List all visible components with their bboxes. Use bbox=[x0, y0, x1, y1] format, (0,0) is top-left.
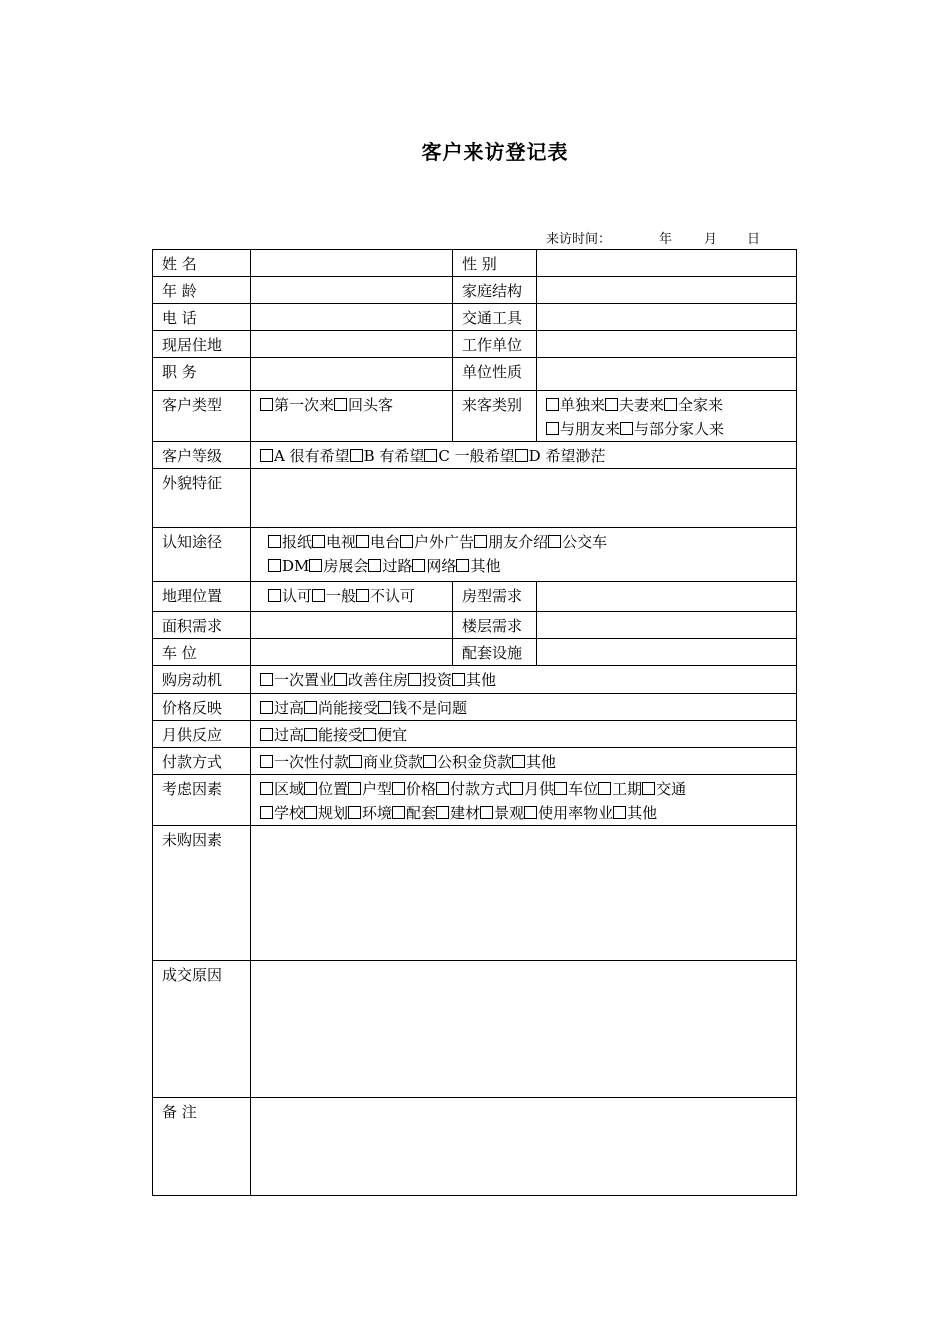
parking-field[interactable] bbox=[251, 639, 453, 666]
checkbox-icon[interactable] bbox=[392, 806, 405, 819]
option-label: 位置 bbox=[318, 780, 349, 798]
option-label: 景观 bbox=[494, 804, 525, 822]
age-label: 年 龄 bbox=[153, 277, 251, 304]
checkbox-icon[interactable] bbox=[260, 782, 273, 795]
gender-field[interactable] bbox=[537, 250, 797, 277]
layout-need-label: 房型需求 bbox=[453, 582, 537, 612]
remarks-label: 备 注 bbox=[153, 1098, 251, 1196]
option-label: D 希望渺茫 bbox=[528, 447, 606, 465]
option-label: 单独来 bbox=[560, 396, 606, 414]
employer-type-label: 单位性质 bbox=[453, 358, 537, 391]
position-label: 职 务 bbox=[153, 358, 251, 391]
option-label: 学校 bbox=[274, 804, 305, 822]
checkbox-icon[interactable] bbox=[260, 449, 273, 462]
checkbox-icon[interactable] bbox=[524, 806, 537, 819]
awareness-line-1 bbox=[268, 530, 787, 554]
factors-line-1 bbox=[260, 777, 787, 801]
checkbox-icon[interactable] bbox=[412, 559, 425, 572]
employer-label: 工作单位 bbox=[453, 331, 537, 358]
option-label: 改善住房 bbox=[348, 671, 409, 689]
option-label: 投资 bbox=[422, 671, 453, 689]
option-label: 夫妻来 bbox=[619, 396, 665, 414]
checkbox-icon[interactable] bbox=[378, 701, 391, 714]
transport-label: 交通工具 bbox=[453, 304, 537, 331]
awareness-label: 认知途径 bbox=[153, 528, 251, 582]
visit-date-label: 来访时间： bbox=[546, 232, 612, 247]
checkbox-icon[interactable] bbox=[456, 559, 469, 572]
checkbox-icon[interactable] bbox=[452, 673, 465, 686]
visitor-category-label: 来客类别 bbox=[453, 391, 537, 442]
option-label: 户型 bbox=[362, 780, 393, 798]
parking-label: 车 位 bbox=[153, 639, 251, 666]
checkbox-icon[interactable] bbox=[474, 535, 487, 548]
factors-label: 考虑因素 bbox=[153, 775, 251, 826]
checkbox-icon[interactable] bbox=[350, 449, 363, 462]
checkbox-icon[interactable] bbox=[436, 782, 449, 795]
checkbox-icon[interactable] bbox=[260, 728, 273, 741]
visit-date bbox=[546, 228, 760, 247]
appearance-label: 外貌特征 bbox=[153, 469, 251, 528]
age-field[interactable] bbox=[251, 277, 453, 304]
motive-options[interactable] bbox=[251, 666, 797, 694]
visitor-category-line-1 bbox=[546, 393, 787, 417]
checkbox-icon[interactable] bbox=[304, 782, 317, 795]
checkbox-icon[interactable] bbox=[260, 806, 273, 819]
not-buying-label: 未购因素 bbox=[153, 826, 251, 961]
area-need-field[interactable] bbox=[251, 612, 453, 639]
option-label: 付款方式 bbox=[450, 780, 511, 798]
factors-options[interactable] bbox=[251, 775, 797, 826]
option-label: 过高 bbox=[274, 726, 305, 744]
option-label: 配套 bbox=[406, 804, 437, 822]
option-label: 价格 bbox=[406, 780, 437, 798]
option-label: 不认可 bbox=[370, 587, 416, 605]
checkbox-icon[interactable] bbox=[268, 559, 281, 572]
checkbox-icon[interactable] bbox=[312, 589, 325, 602]
checkbox-icon[interactable] bbox=[268, 535, 281, 548]
checkbox-icon[interactable] bbox=[598, 782, 611, 795]
monthly-payment-feedback-options[interactable] bbox=[251, 721, 797, 748]
checkbox-icon[interactable] bbox=[304, 728, 317, 741]
option-label: 第一次来 bbox=[274, 396, 335, 414]
option-label: 房展会 bbox=[323, 557, 369, 575]
transport-field[interactable] bbox=[537, 304, 797, 331]
checkbox-icon[interactable] bbox=[304, 701, 317, 714]
family-structure-label: 家庭结构 bbox=[453, 277, 537, 304]
checkbox-icon[interactable] bbox=[554, 782, 567, 795]
option-label: 网络 bbox=[426, 557, 457, 575]
option-label: 一般 bbox=[326, 587, 357, 605]
location-options[interactable] bbox=[251, 582, 453, 612]
checkbox-icon[interactable] bbox=[664, 398, 677, 411]
checkbox-icon[interactable] bbox=[356, 535, 369, 548]
checkbox-icon[interactable] bbox=[605, 398, 618, 411]
option-label: 过路 bbox=[382, 557, 413, 575]
phone-field[interactable] bbox=[251, 304, 453, 331]
checkbox-icon[interactable] bbox=[356, 589, 369, 602]
checkbox-icon[interactable] bbox=[613, 806, 626, 819]
checkbox-icon[interactable] bbox=[515, 449, 528, 462]
visit-day-label: 日 bbox=[747, 232, 761, 247]
option-label: 过高 bbox=[274, 699, 305, 717]
price-feedback-options[interactable] bbox=[251, 694, 797, 721]
checkbox-icon[interactable] bbox=[260, 755, 273, 768]
option-label: DM bbox=[282, 557, 310, 575]
location-label: 地理位置 bbox=[153, 582, 251, 612]
option-label: 尚能接受 bbox=[318, 699, 379, 717]
option-label: 商业贷款 bbox=[363, 753, 424, 771]
checkbox-icon[interactable] bbox=[423, 755, 436, 768]
option-label: 其他 bbox=[466, 671, 497, 689]
price-feedback-label: 价格反映 bbox=[153, 694, 251, 721]
checkbox-icon[interactable] bbox=[546, 398, 559, 411]
checkbox-icon[interactable] bbox=[368, 559, 381, 572]
visit-month-label: 月 bbox=[704, 232, 718, 247]
option-label: 车位 bbox=[568, 780, 599, 798]
residence-field[interactable] bbox=[251, 331, 453, 358]
residence-label: 现居住地 bbox=[153, 331, 251, 358]
checkbox-icon[interactable] bbox=[260, 701, 273, 714]
checkbox-icon[interactable] bbox=[642, 782, 655, 795]
option-label: 一次性付款 bbox=[274, 753, 350, 771]
checkbox-icon[interactable] bbox=[408, 673, 421, 686]
area-need-label: 面积需求 bbox=[153, 612, 251, 639]
option-label: 电视 bbox=[326, 533, 357, 551]
monthly-payment-feedback-label: 月供反应 bbox=[153, 721, 251, 748]
checkbox-icon[interactable] bbox=[512, 755, 525, 768]
not-buying-field[interactable] bbox=[251, 826, 797, 961]
option-label: 交通 bbox=[656, 780, 687, 798]
option-label: 其他 bbox=[526, 753, 557, 771]
appearance-field[interactable] bbox=[251, 469, 797, 528]
option-label: 电台 bbox=[370, 533, 401, 551]
awareness-options[interactable] bbox=[251, 528, 797, 582]
floor-need-field[interactable] bbox=[537, 612, 797, 639]
checkbox-icon[interactable] bbox=[620, 422, 633, 435]
option-label: 朋友介绍 bbox=[488, 533, 549, 551]
option-label: 与朋友来 bbox=[560, 420, 621, 438]
customer-level-options[interactable] bbox=[251, 442, 797, 469]
deal-reason-label: 成交原因 bbox=[153, 961, 251, 1098]
checkbox-icon[interactable] bbox=[260, 398, 273, 411]
option-label: 户外广告 bbox=[414, 533, 475, 551]
option-label: 建材 bbox=[450, 804, 481, 822]
checkbox-icon[interactable] bbox=[304, 806, 317, 819]
option-label: 公积金贷款 bbox=[437, 753, 513, 771]
phone-label: 电 话 bbox=[153, 304, 251, 331]
option-label: 全家来 bbox=[678, 396, 724, 414]
option-label: 公交车 bbox=[562, 533, 608, 551]
checkbox-icon[interactable] bbox=[268, 589, 281, 602]
visitor-category-line-2 bbox=[546, 417, 787, 441]
employer-type-field[interactable] bbox=[537, 358, 797, 391]
position-field[interactable] bbox=[251, 358, 453, 391]
form-title: 客户来访登记表 bbox=[421, 140, 569, 164]
facilities-label: 配套设施 bbox=[453, 639, 537, 666]
visitor-category-options[interactable] bbox=[537, 391, 797, 442]
option-label: 规划 bbox=[318, 804, 349, 822]
option-label: 环境 bbox=[362, 804, 393, 822]
customer-level-label: 客户等级 bbox=[153, 442, 251, 469]
checkbox-icon[interactable] bbox=[349, 755, 362, 768]
option-label: 月供 bbox=[524, 780, 555, 798]
option-label: 区域 bbox=[274, 780, 305, 798]
payment-method-options[interactable] bbox=[251, 748, 797, 775]
visitor-registration-table bbox=[152, 249, 797, 1196]
checkbox-icon[interactable] bbox=[334, 398, 347, 411]
awareness-line-2 bbox=[268, 554, 787, 578]
motive-label: 购房动机 bbox=[153, 666, 251, 694]
option-label: 认可 bbox=[282, 587, 313, 605]
visit-year-label: 年 bbox=[659, 232, 673, 247]
checkbox-icon[interactable] bbox=[309, 559, 322, 572]
checkbox-icon[interactable] bbox=[260, 673, 273, 686]
option-label: 工期 bbox=[612, 780, 643, 798]
checkbox-icon[interactable] bbox=[400, 535, 413, 548]
checkbox-icon[interactable] bbox=[392, 782, 405, 795]
option-label: 与部分家人来 bbox=[634, 420, 725, 438]
remarks-field[interactable] bbox=[251, 1098, 797, 1196]
payment-method-label: 付款方式 bbox=[153, 748, 251, 775]
name-field[interactable] bbox=[251, 250, 453, 277]
gender-label: 性 别 bbox=[453, 250, 537, 277]
option-label: A 很有希望 bbox=[274, 447, 350, 465]
option-label: 其他 bbox=[470, 557, 501, 575]
option-label: 回头客 bbox=[348, 396, 394, 414]
checkbox-icon[interactable] bbox=[312, 535, 325, 548]
family-structure-field[interactable] bbox=[537, 277, 797, 304]
checkbox-icon[interactable] bbox=[436, 806, 449, 819]
option-label: 钱不是问题 bbox=[392, 699, 468, 717]
option-label: B 有希望 bbox=[363, 447, 425, 465]
name-label: 姓 名 bbox=[153, 250, 251, 277]
checkbox-icon[interactable] bbox=[510, 782, 523, 795]
employer-field[interactable] bbox=[537, 331, 797, 358]
factors-line-2 bbox=[260, 801, 787, 825]
checkbox-icon[interactable] bbox=[546, 422, 559, 435]
floor-need-label: 楼层需求 bbox=[453, 612, 537, 639]
checkbox-icon[interactable] bbox=[348, 782, 361, 795]
option-label: 其他 bbox=[627, 804, 658, 822]
customer-type-options[interactable] bbox=[251, 391, 453, 442]
facilities-field[interactable] bbox=[537, 639, 797, 666]
checkbox-icon[interactable] bbox=[334, 673, 347, 686]
option-label: 便宜 bbox=[377, 726, 408, 744]
checkbox-icon[interactable] bbox=[480, 806, 493, 819]
checkbox-icon[interactable] bbox=[363, 728, 376, 741]
option-label: 使用率物业 bbox=[538, 804, 614, 822]
option-label: 报纸 bbox=[282, 533, 313, 551]
checkbox-icon[interactable] bbox=[424, 449, 437, 462]
customer-type-label: 客户类型 bbox=[153, 391, 251, 442]
deal-reason-field[interactable] bbox=[251, 961, 797, 1098]
option-label: 能接受 bbox=[318, 726, 364, 744]
layout-need-field[interactable] bbox=[537, 582, 797, 612]
option-label: 一次置业 bbox=[274, 671, 335, 689]
checkbox-icon[interactable] bbox=[548, 535, 561, 548]
checkbox-icon[interactable] bbox=[348, 806, 361, 819]
option-label: C 一般希望 bbox=[438, 447, 515, 465]
